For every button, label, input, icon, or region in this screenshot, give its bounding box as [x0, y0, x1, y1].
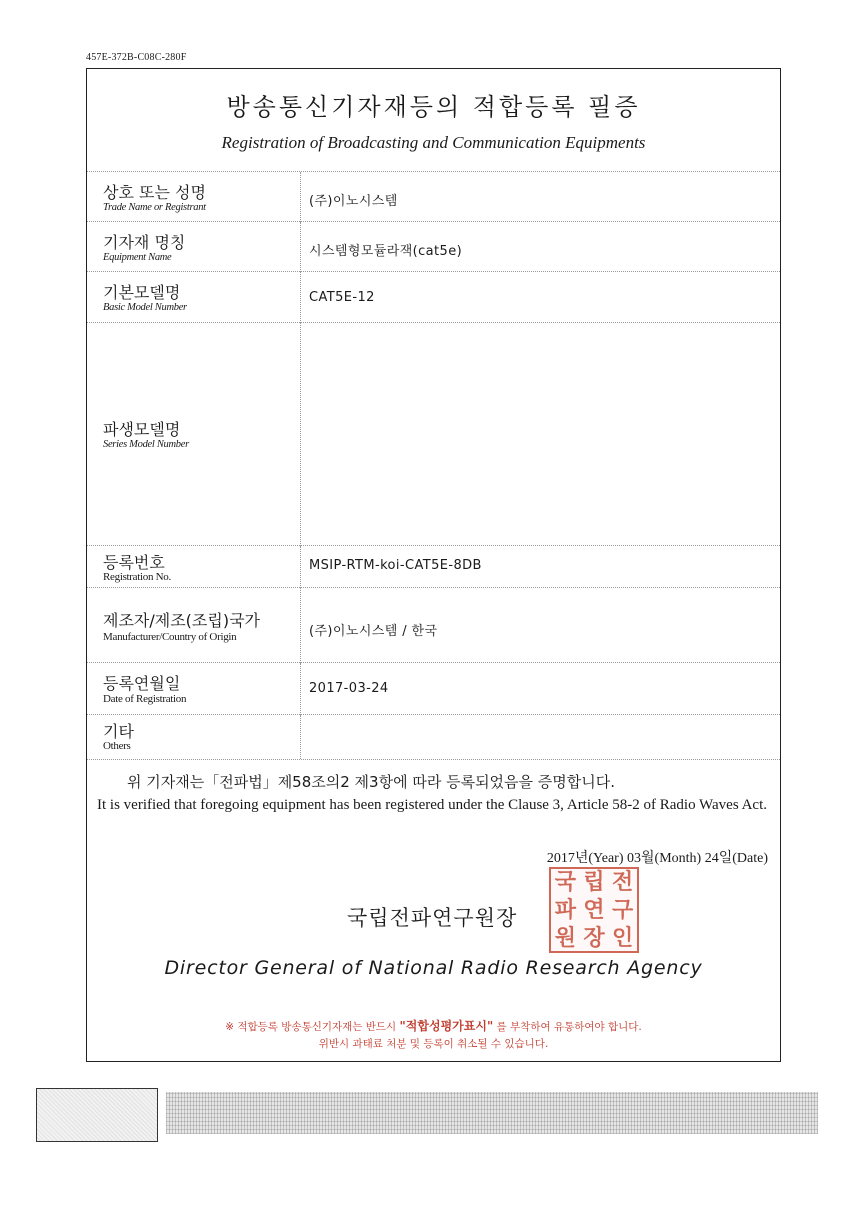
notice-line-2: 위반시 과태료 처분 및 등록이 취소될 수 있습니다. — [318, 1038, 549, 1050]
issue-date — [547, 847, 768, 867]
notice-line-1 — [87, 1017, 780, 1034]
label-english: Trade Name or Registrant — [103, 202, 206, 213]
director-title-english: Director General of National Radio Research Agency — [164, 957, 703, 979]
title-korean: 방송통신기자재등의 적합등록 필증 — [226, 93, 641, 121]
seal-char: 립 — [583, 870, 605, 895]
label-cell — [87, 222, 301, 272]
label-english: Others — [103, 740, 131, 752]
label-english: Series Model Number — [103, 439, 189, 450]
value-registration-no: MSIP-RTM-koi-CAT5E-8DB — [309, 558, 482, 573]
date-year: 2017 — [546, 851, 575, 866]
label-cell — [87, 546, 301, 588]
row-others — [87, 714, 780, 760]
label-korean: 등록번호 — [103, 553, 165, 572]
label-english: Manufacturer/Country of Origin — [103, 631, 237, 643]
label-cell — [87, 323, 301, 546]
seal-char: 전 — [612, 870, 634, 895]
label-cell — [87, 588, 301, 663]
label-cell — [87, 272, 301, 323]
certification-statement-english: It is verified that foregoing equipment has been registered under the Clause 3, Article 58-2 of Radio Waves Act. — [97, 797, 767, 813]
row-series-model — [87, 322, 780, 546]
scanned-security-strip — [166, 1092, 818, 1134]
label-english: Equipment Name — [103, 252, 172, 263]
label-korean: 기타 — [103, 722, 134, 741]
issuing-authority-korean: 국립전파연구원장 — [347, 906, 518, 930]
date-day: 24 — [704, 851, 719, 866]
label-english: Basic Model Number — [103, 302, 187, 313]
seal-char: 구 — [612, 898, 634, 923]
notice-suffix: 를 부착하여 유통하여야 합니다. — [496, 1021, 642, 1033]
certification-statement-korean: 위 기자재는「전파법」제58조의2 제3항에 따라 등록되었음을 증명합니다. — [127, 773, 616, 791]
row-basic-model — [87, 271, 780, 323]
label-cell — [87, 715, 301, 759]
date-year-en: (Year) — [588, 851, 624, 866]
value-date-of-registration: 2017-03-24 — [309, 681, 389, 696]
label-english: Date of Registration — [103, 693, 187, 705]
row-registration-no — [87, 545, 780, 588]
seal-char: 인 — [612, 926, 634, 951]
date-month-en: (Month) — [654, 851, 702, 866]
date-year-ko: 년 — [574, 850, 589, 866]
value-trade-name: (주)이노시스템 — [309, 194, 398, 209]
label-korean: 등록연월일 — [103, 674, 181, 693]
seal-char: 장 — [583, 926, 605, 951]
label-korean: 제조자/제조(조립)국가 — [103, 611, 260, 630]
label-korean: 기본모델명 — [103, 283, 181, 302]
scanned-security-box — [36, 1088, 158, 1142]
notice-emphasis: "적합성평가표시" — [399, 1019, 494, 1033]
seal-char: 원 — [554, 926, 576, 951]
official-seal-stamp — [549, 867, 639, 953]
value-equipment-name: 시스템형모듈라잭(cat5e) — [309, 244, 463, 259]
title-english: Registration of Broadcasting and Communication Equipments — [221, 133, 646, 152]
notice-prefix: ※ 적합등록 방송통신기자재는 반드시 — [225, 1021, 397, 1033]
seal-char: 연 — [583, 898, 605, 923]
label-korean: 파생모델명 — [103, 420, 181, 439]
document-id: 457E-372B-C08C-280F — [86, 52, 187, 63]
date-day-en: (Date) — [732, 851, 768, 866]
label-english: Registration No. — [103, 571, 171, 583]
seal-char: 파 — [554, 898, 576, 923]
date-month: 03 — [627, 851, 641, 866]
certificate-frame — [86, 68, 781, 1062]
value-manufacturer: (주)이노시스템 / 한국 — [309, 624, 438, 639]
seal-char: 국 — [554, 870, 576, 895]
row-date-of-registration — [87, 662, 780, 715]
date-day-ko: 일 — [718, 850, 733, 866]
row-trade-name — [87, 171, 780, 222]
label-cell — [87, 172, 301, 222]
date-month-ko: 월 — [641, 850, 655, 866]
value-basic-model: CAT5E-12 — [309, 290, 375, 305]
label-korean: 상호 또는 성명 — [103, 183, 206, 202]
label-korean: 기자재 명칭 — [103, 233, 186, 252]
row-equipment-name — [87, 221, 780, 272]
row-manufacturer — [87, 587, 780, 663]
label-cell — [87, 663, 301, 715]
